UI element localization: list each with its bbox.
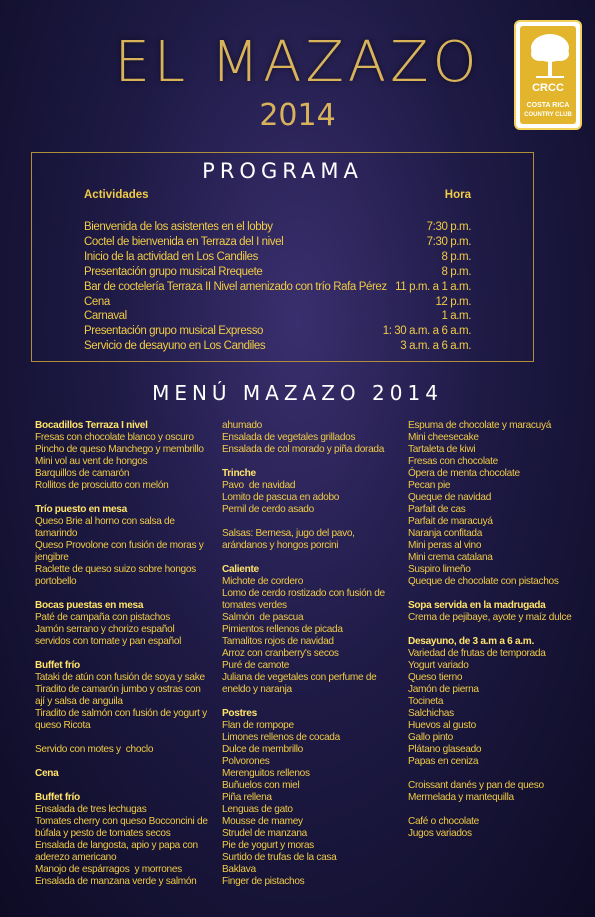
menu-item: Michote de cordero — [222, 576, 304, 587]
menu-item: Crema de pejibaye, ayote y maíz dulce — [408, 612, 572, 623]
menu-item: Lenguas de gato — [222, 804, 293, 815]
menu-item: Arroz con cranberry's secos — [222, 648, 339, 659]
spacer — [222, 516, 402, 528]
time-header: Hora — [444, 189, 471, 201]
program-time: 1: 30 a.m. a 6 a.m. — [382, 325, 471, 338]
menu-item: Variedad de frutas de temporada — [408, 648, 546, 659]
program-box — [31, 152, 534, 362]
menu-item: tomates verdes — [222, 600, 287, 611]
menu-item: Flan de rompope — [222, 720, 294, 731]
menu-item: Mermelada y mantequilla — [408, 792, 514, 803]
menu-item: Ensalada de tres lechugas — [35, 804, 147, 815]
menu-item: Queso Brie al horno con salsa de — [35, 516, 175, 527]
menu-item: Yogurt variado — [408, 660, 469, 671]
menu-item: Mini vol au vent de hongos — [35, 456, 148, 467]
menu-item: Barquillos de camarón — [35, 468, 130, 479]
page-title: EL MAZAZO — [114, 30, 481, 95]
menu-item: Jamón serrano y chorizo español — [35, 624, 175, 635]
menu-item: Servido con motes y choclo — [35, 744, 154, 755]
menu-item: arándanos y hongos porcini — [222, 540, 339, 551]
menu-item: Lomo de cerdo rostizado con fusión de — [222, 588, 385, 599]
spacer — [35, 648, 215, 660]
menu-item: tamarindo — [35, 528, 78, 539]
menu-item: Fresas con chocolate blanco y oscuro — [35, 432, 194, 443]
spacer — [35, 492, 215, 504]
menu-item: Ensalada de vegetales grillados — [222, 432, 356, 443]
menu-item: Tartaleta de kiwi — [408, 444, 476, 455]
menu-item: Parfait de maracuyá — [408, 516, 493, 527]
menu-item: Jugos variados — [408, 828, 472, 839]
menu-item: ahumado — [222, 420, 262, 431]
program-activity: Bar de coctelería Terraza II Nivel amenizado con trío Rafa Pérez — [84, 280, 387, 293]
menu-item: servidos con tomate y pan español — [35, 636, 182, 647]
menu-item: Tocineta — [408, 696, 444, 707]
menu-item: Queso tierno — [408, 672, 463, 683]
menu-item: Ensalada de manzana verde y salmón — [35, 876, 197, 887]
menu-section-heading: Buffet frío — [35, 792, 80, 803]
menu-item: Ensalada de langosta, apio y papa con — [35, 840, 198, 851]
menu-section-heading: Buffet frío — [35, 660, 80, 671]
activities-header: Actividades — [84, 189, 149, 201]
menu-section-heading: Postres — [222, 708, 257, 719]
menu-item: Finger de pistachos — [222, 876, 305, 887]
menu-item: Mini cheesecake — [408, 432, 479, 443]
menu-item: Pecan pie — [408, 480, 451, 491]
menu-item: Café o chocolate — [408, 816, 479, 827]
program-time: 1 a.m. — [441, 310, 471, 323]
menu-item: búfala y pesto de tomates secos — [35, 828, 171, 839]
logo-abbr: CRCC — [532, 82, 564, 94]
program-row — [84, 265, 471, 280]
menu-section-heading: Desayuno, de 3 a.m a 6 a.m. — [408, 636, 534, 647]
menu-column-2 — [222, 420, 402, 888]
menu-item: Surtido de trufas de la casa — [222, 852, 337, 863]
program-time: 8 p.m. — [441, 250, 471, 263]
menu-item: Polvorones — [222, 756, 270, 767]
menu-item: Tiradito de camarón jumbo y ostras con — [35, 684, 201, 695]
menu-item: Huevos al gusto — [408, 720, 476, 731]
menu-item: Pavo de navidad — [222, 480, 296, 491]
program-activity: Coctel de bienvenida en Terraza del I nivel — [84, 235, 284, 248]
menu-section-heading: Sopa servida en la madrugada — [408, 600, 546, 611]
logo-line1: COSTA RICA — [526, 102, 570, 109]
program-activity: Cena — [84, 295, 110, 308]
menu-item: Queso Provolone con fusión de moras y — [35, 540, 204, 551]
menu-item: portobello — [35, 576, 77, 587]
program-row — [84, 250, 471, 265]
menu-item: Rollitos de prosciutto con melón — [35, 480, 169, 491]
menu-item: Juliana de vegetales con perfume de — [222, 672, 377, 683]
menu-column-1 — [35, 420, 215, 888]
menu-item: Pimientos rellenos de picada — [222, 624, 343, 635]
event-year: 2014 — [259, 98, 336, 133]
program-title: PROGRAMA — [202, 159, 363, 183]
menu-item: Merenguitos rellenos — [222, 768, 310, 779]
menu-item: Pie de yogurt y moras — [222, 840, 314, 851]
menu-item: Salchichas — [408, 708, 454, 719]
program-activity: Presentación grupo musical Rrequete — [84, 265, 263, 278]
menu-item: Manojo de espárragos y morrones — [35, 864, 182, 875]
spacer — [408, 804, 588, 816]
tree-icon — [528, 32, 572, 80]
program-time: 3 a.m. a 6 a.m. — [400, 340, 471, 353]
club-logo — [514, 20, 582, 130]
menu-item: Parfait de cas — [408, 504, 466, 515]
menu-section-heading: Cena — [35, 768, 59, 779]
spacer — [222, 552, 402, 564]
menu-item: Papas en ceniza — [408, 756, 479, 767]
menu-item: ají y salsa de anguila — [35, 696, 123, 707]
menu-item: Strudel de manzana — [222, 828, 307, 839]
logo-line2: COUNTRY CLUB — [524, 112, 572, 118]
menu-title: MENÚ MAZAZO 2014 — [152, 381, 443, 405]
program-rows — [84, 220, 471, 354]
menu-item: Mousse de mamey — [222, 816, 303, 827]
program-time: 12 p.m. — [435, 295, 471, 308]
menu-section-heading: Bocadillos Terraza I nivel — [35, 420, 148, 431]
menu-item: Gallo pinto — [408, 732, 453, 743]
menu-item: Jamón de pierna — [408, 684, 479, 695]
menu-item: Buñuelos con miel — [222, 780, 300, 791]
menu-item: queso Ricota — [35, 720, 91, 731]
menu-item: Suspiro limeño — [408, 564, 471, 575]
menu-item: Queque de navidad — [408, 492, 492, 503]
menu-item: Puré de camote — [222, 660, 290, 671]
spacer — [222, 696, 402, 708]
menu-item: Dulce de membrillo — [222, 744, 303, 755]
program-time: 11 p.m. a 1 a.m. — [395, 280, 471, 293]
menu-item: Fresas con chocolate — [408, 456, 498, 467]
program-activity: Carnaval — [84, 310, 127, 323]
program-time: 7:30 p.m. — [426, 235, 471, 248]
menu-item: Ópera de menta chocolate — [408, 468, 520, 479]
program-row — [84, 309, 471, 324]
menu-item: Salmón de pascua — [222, 612, 304, 623]
menu-item: Tiradito de salmón con fusión de yogurt y — [35, 708, 207, 719]
menu-item: Salsas: Bernesa, jugo del pavo, — [222, 528, 355, 539]
program-activity: Servicio de desayuno en Los Candiles — [84, 340, 266, 353]
menu-item: Queque de chocolate con pistachos — [408, 576, 559, 587]
program-activity: Bienvenida de los asistentes en el lobby — [84, 221, 273, 233]
menu-item: Pincho de queso Manchego y membrillo — [35, 444, 204, 455]
spacer — [408, 768, 588, 780]
menu-section-heading: Trío puesto en mesa — [35, 504, 127, 515]
menu-item: Pernil de cerdo asado — [222, 504, 314, 515]
menu-item: Tomates cherry con queso Bocconcini de — [35, 816, 208, 827]
menu-item: Paté de campaña con pistachos — [35, 612, 170, 623]
spacer — [35, 780, 215, 792]
menu-item: Tamalitos rojos de navidad — [222, 636, 334, 647]
program-activity: Presentación grupo musical Expresso — [84, 325, 264, 338]
spacer — [35, 756, 215, 768]
menu-item: Naranja confitada — [408, 528, 483, 539]
menu-item: Lomito de pascua en adobo — [222, 492, 340, 503]
menu-item: Croissant danés y pan de queso — [408, 780, 544, 791]
menu-item: eneldo y naranja — [222, 684, 292, 695]
menu-item: Baklava — [222, 864, 256, 875]
menu-item: jengibre — [35, 552, 69, 563]
program-row — [84, 220, 471, 235]
spacer — [408, 588, 588, 600]
program-row — [84, 280, 471, 295]
spacer — [408, 624, 588, 636]
menu-item: Piña rellena — [222, 792, 272, 803]
menu-item: Mini crema catalana — [408, 552, 493, 563]
program-row — [84, 339, 471, 354]
menu-item: Mini peras al vino — [408, 540, 482, 551]
program-time: 7:30 p.m. — [426, 221, 471, 233]
program-time: 8 p.m. — [441, 265, 471, 278]
menu-item: aderezo americano — [35, 852, 117, 863]
program-row — [84, 235, 471, 250]
spacer — [222, 456, 402, 468]
menu-item: Raclette de queso suizo sobre hongos — [35, 564, 196, 575]
menu-section-heading: Trinche — [222, 468, 256, 479]
menu-column-3 — [408, 420, 588, 840]
menu-item: Plátano glaseado — [408, 744, 482, 755]
spacer — [35, 732, 215, 744]
logo-badge — [520, 26, 576, 124]
menu-section-heading: Caliente — [222, 564, 259, 575]
menu-section-heading: Bocas puestas en mesa — [35, 600, 144, 611]
menu-item: Limones rellenos de cocada — [222, 732, 340, 743]
program-activity: Inicio de la actividad en Los Candiles — [84, 250, 259, 263]
program-row — [84, 295, 471, 310]
menu-item: Ensalada de col morado y piña dorada — [222, 444, 385, 455]
program-row — [84, 324, 471, 339]
spacer — [35, 588, 215, 600]
menu-item: Espuma de chocolate y maracuyá — [408, 420, 552, 431]
menu-item: Tataki de atún con fusión de soya y sake — [35, 672, 205, 683]
